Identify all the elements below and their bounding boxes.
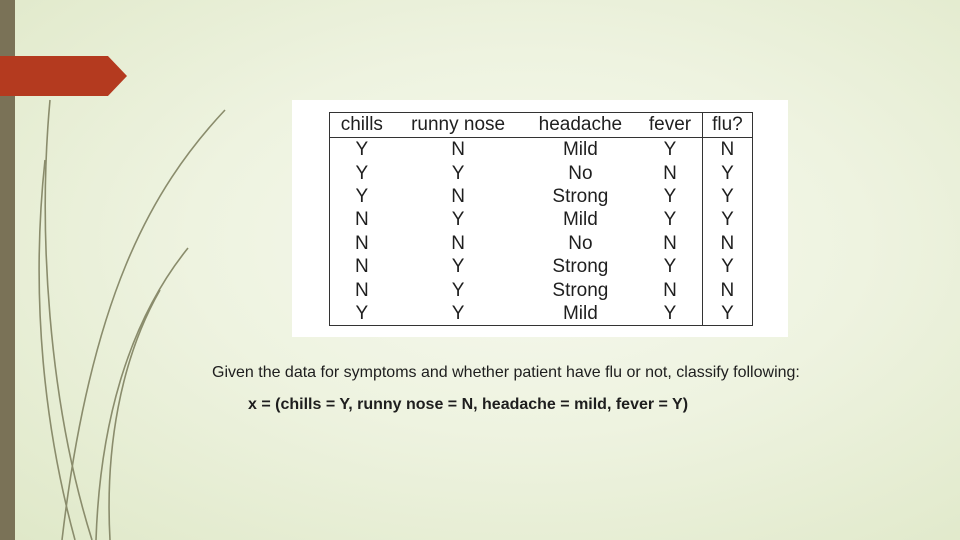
table-cell: Y <box>355 185 369 207</box>
table-row <box>330 278 753 301</box>
deco-line <box>45 100 92 540</box>
col-header-flu: flu? <box>702 113 752 138</box>
table-cell: Mild <box>562 139 598 161</box>
table-cell: Y <box>451 256 465 278</box>
table-row <box>330 185 753 208</box>
table-cell: N <box>354 279 369 301</box>
table-cell: N <box>354 232 369 254</box>
table-cell: Y <box>702 161 752 184</box>
table-cell: Strong <box>552 279 609 301</box>
table-cell: N <box>354 256 369 278</box>
table-cell: N <box>663 279 677 301</box>
query-formula: x = (chills = Y, runny nose = N, headache = mild, fever = Y) <box>248 396 689 413</box>
table-row <box>330 208 753 231</box>
deco-line <box>109 290 160 540</box>
table-cell: N <box>451 139 465 161</box>
table-cell: Strong <box>552 256 609 278</box>
table-cell: Y <box>355 139 369 161</box>
table-cell: Y <box>663 209 677 231</box>
flu-symptom-table <box>329 112 753 326</box>
table-header-row <box>330 113 753 138</box>
data-table-card <box>292 100 788 337</box>
col-header-chills: chills <box>330 113 394 138</box>
table-cell: Y <box>663 256 677 278</box>
table-cell: No <box>568 232 593 254</box>
table-cell: N <box>702 278 752 301</box>
table-cell: Y <box>702 302 752 326</box>
table-cell: Y <box>451 162 465 184</box>
table-row <box>330 138 753 162</box>
table-cell: Mild <box>562 302 598 324</box>
table-cell: No <box>568 162 593 184</box>
table-cell: Y <box>663 185 677 207</box>
table-row <box>330 255 753 278</box>
table-cell: N <box>354 209 369 231</box>
table-cell: Y <box>451 279 465 301</box>
table-cell: N <box>451 232 465 254</box>
col-header-runny-nose: runny nose <box>394 113 523 138</box>
table-cell: Y <box>663 139 677 161</box>
table-row <box>330 302 753 326</box>
col-header-fever: fever <box>638 113 702 138</box>
question-text: Given the data for symptoms and whether patient have flu or not, classify following: <box>212 364 800 381</box>
table-cell: Y <box>451 302 465 324</box>
table-cell: Y <box>702 185 752 208</box>
table-cell: N <box>663 232 677 254</box>
table-cell: N <box>702 138 752 162</box>
table-cell: Y <box>663 302 677 324</box>
table-cell: Y <box>702 255 752 278</box>
table-cell: Y <box>355 162 369 184</box>
table-cell: Mild <box>562 209 598 231</box>
table-cell: N <box>663 162 677 184</box>
table-row <box>330 232 753 255</box>
table-cell: Y <box>451 209 465 231</box>
table-cell: Strong <box>552 185 609 207</box>
table-cell: Y <box>355 302 369 324</box>
table-cell: N <box>451 185 465 207</box>
table-row <box>330 161 753 184</box>
decorative-lines <box>0 0 260 540</box>
table-cell: N <box>702 232 752 255</box>
col-header-headache: headache <box>523 113 639 138</box>
table-cell: Y <box>702 208 752 231</box>
